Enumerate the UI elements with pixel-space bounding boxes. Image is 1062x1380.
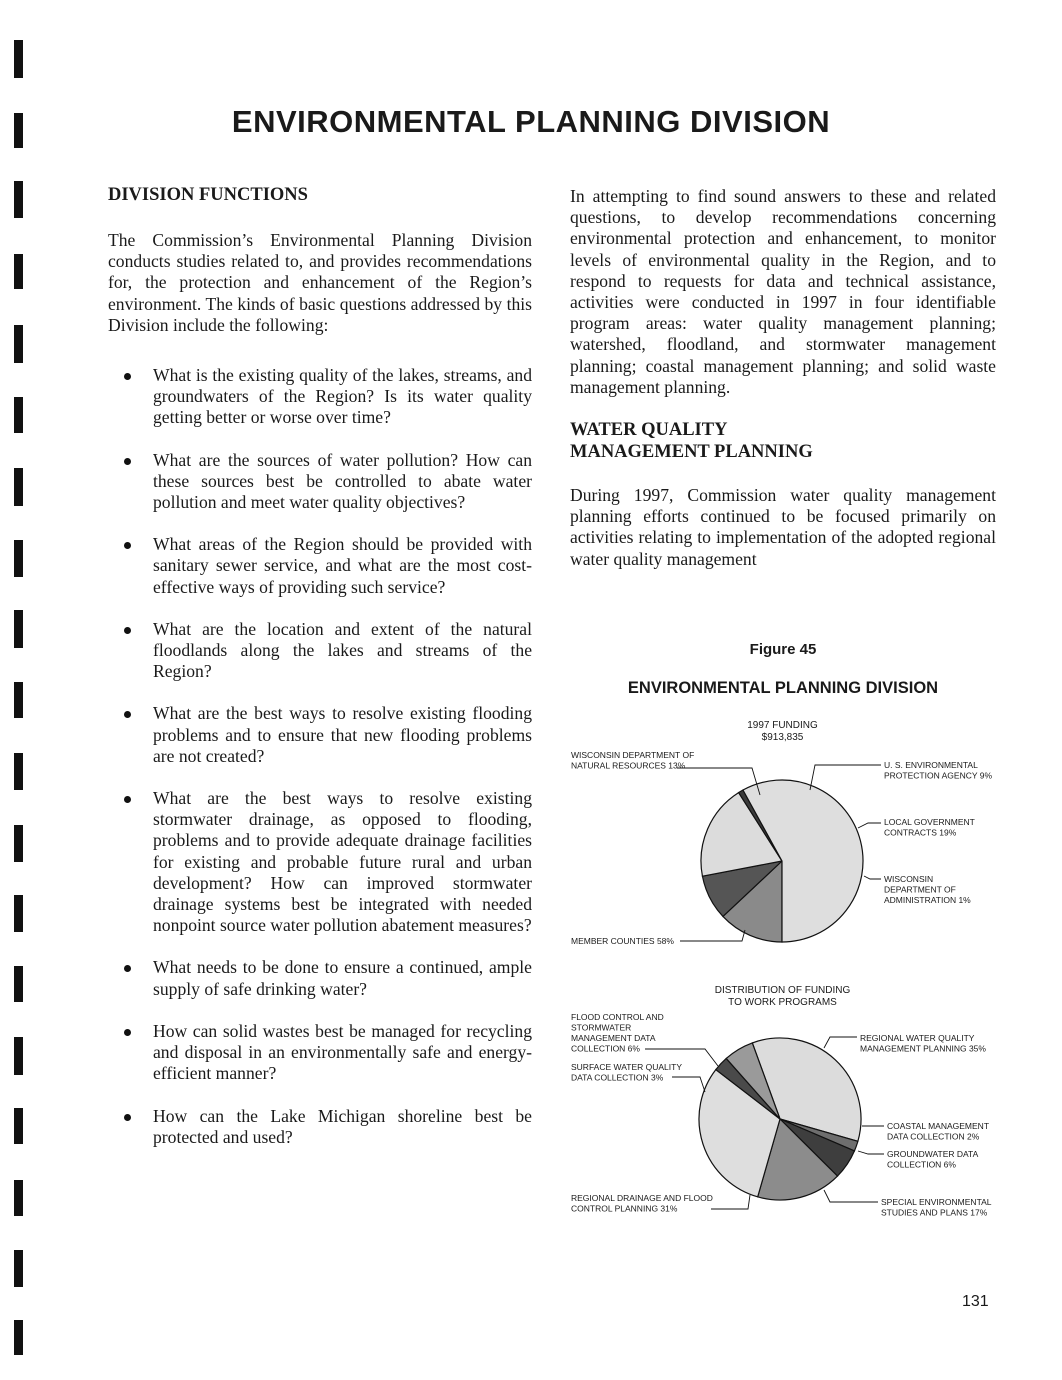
leader-line	[824, 1190, 878, 1202]
intro-paragraph: The Commission’s Environmental Planning Division conducts studies related to, and provides recommendations for, the protection and enhancement of the Region’s environment. The kinds of basic questions addressed by this Division include the following:	[108, 230, 532, 335]
slice-label	[571, 1012, 664, 1054]
figure-number: Figure 45	[749, 641, 817, 658]
slice-label-line: CONTRACTS 19%	[884, 827, 957, 838]
slice-label-line: U. S. ENVIRONMENTAL	[884, 760, 978, 770]
slice-label-line: LOCAL GOVERNMENT	[884, 817, 975, 827]
slice-label-line: DEPARTMENT OF	[884, 884, 956, 895]
water-quality-paragraph: During 1997, Commission water quality management planning efforts continued to be focused primarily on activities relating to implementation of the adopted regional water quality management	[570, 485, 996, 569]
question-text: What are the best ways to resolve existing flooding problems and to ensure that new flooding problems are not created?	[153, 703, 532, 766]
slice-label-line: SURFACE WATER QUALITY	[571, 1062, 682, 1072]
slice-label-line: WISCONSIN	[884, 874, 934, 884]
slice-label-line: STORMWATER	[571, 1022, 632, 1033]
slice-label-line: MANAGEMENT DATA	[571, 1033, 656, 1043]
question-text: What needs to be done to ensure a continued, ample supply of safe drinking water?	[153, 957, 532, 999]
slice-label-line: COLLECTION 6%	[887, 1159, 956, 1170]
slice-label	[887, 1149, 979, 1170]
slice-label-line: ADMINISTRATION 1%	[884, 895, 971, 905]
division-functions-heading: DIVISION FUNCTIONS	[108, 185, 308, 205]
slice-label-line: SPECIAL ENVIRONMENTAL	[881, 1197, 992, 1207]
slice-label	[881, 1197, 992, 1218]
slice-label-line: FLOOD CONTROL AND	[571, 1012, 664, 1022]
slice-label	[571, 1193, 713, 1214]
question-text: What are the best ways to resolve existing stormwater drainage, as opposed to flooding, problems and to provide adequate drainage facilities for existing and probable future rural and urban development? How can improved stormwater drainage systems best be integrated with needed nonpoint source water pollution abatement measures?	[153, 788, 532, 936]
slice-label-line: CONTROL PLANNING 31%	[571, 1203, 678, 1214]
slice-label-line: MEMBER COUNTIES 58%	[571, 936, 674, 946]
funding-chart-title-line2: $913,835	[761, 732, 804, 743]
slice-label-line: NATURAL RESOURCES 13%	[571, 760, 686, 771]
slice-label-line: REGIONAL DRAINAGE AND FLOOD	[571, 1193, 713, 1203]
slice-label	[887, 1121, 989, 1142]
slice-label-line: DATA COLLECTION 3%	[571, 1072, 664, 1083]
work-programs-chart-title-line1: DISTRIBUTION OF FUNDING	[714, 985, 851, 996]
slice-label-line: COLLECTION 6%	[571, 1043, 640, 1054]
question-text: How can solid wastes best be managed for recycling and disposal in an environmentally safe and energy-efficient manner?	[153, 1020, 532, 1084]
leader-line	[672, 1077, 705, 1092]
question-text: What areas of the Region should be provided with sanitary sewer service, and what are the most cost-effective ways of providing such service?	[153, 534, 532, 597]
question-text: How can the Lake Michigan shoreline best be protected and used?	[153, 1105, 532, 1147]
leader-line	[711, 1195, 750, 1209]
leader-line	[858, 1151, 884, 1154]
slice-label-line: GROUNDWATER DATA	[887, 1149, 979, 1159]
question-text: What are the location and extent of the natural floodlands along the lakes and streams of the Region?	[153, 618, 532, 682]
slice-label-line: COASTAL MANAGEMENT	[887, 1121, 990, 1131]
slice-label	[860, 1033, 986, 1054]
question-text: What are the sources of water pollution? How can these sources best be controlled to abate water pollution and meet water quality objectives?	[153, 449, 532, 513]
funding-chart-title-line1: 1997 FUNDING	[747, 720, 818, 731]
leader-line	[824, 1037, 857, 1048]
slice-label-line: MANAGEMENT PLANNING 35%	[860, 1043, 986, 1054]
program-areas-paragraph: In attempting to find sound answers to these and related questions, to develop recommendations concerning environmental protection and enhancement, to monitor levels of environmental quality in the Region, and to respond to requests for data and technical assistance, activities were conducted in 1997 in four identifiable program areas: water quality management planning; watershed, floodland, and stormwater management planning; coastal management planning; and solid waste management planning.	[570, 186, 996, 397]
page-title: ENVIRONMENTAL PLANNING DIVISION	[231, 104, 831, 139]
figure-title: ENVIRONMENTAL PLANNING DIVISION	[627, 679, 939, 697]
water-quality-heading-line1: WATER QUALITY	[570, 420, 728, 441]
slice-label-line: PROTECTION AGENCY 9%	[884, 770, 993, 781]
page-number: 131	[962, 1293, 989, 1310]
slice-label-line: WISCONSIN DEPARTMENT OF	[571, 750, 695, 760]
slice-label-line: REGIONAL WATER QUALITY	[860, 1033, 975, 1043]
slice-label-line: DATA COLLECTION 2%	[887, 1131, 980, 1142]
work-programs-chart-title-line2: TO WORK PROGRAMS	[728, 997, 837, 1008]
slice-label-line: STUDIES AND PLANS 17%	[881, 1207, 988, 1218]
slice-label	[571, 1062, 682, 1083]
water-quality-heading-line2: MANAGEMENT PLANNING	[570, 442, 813, 463]
question-text: What is the existing quality of the lakes, streams, and groundwaters of the Region? Is its water quality getting better or worse over time?	[153, 365, 532, 428]
